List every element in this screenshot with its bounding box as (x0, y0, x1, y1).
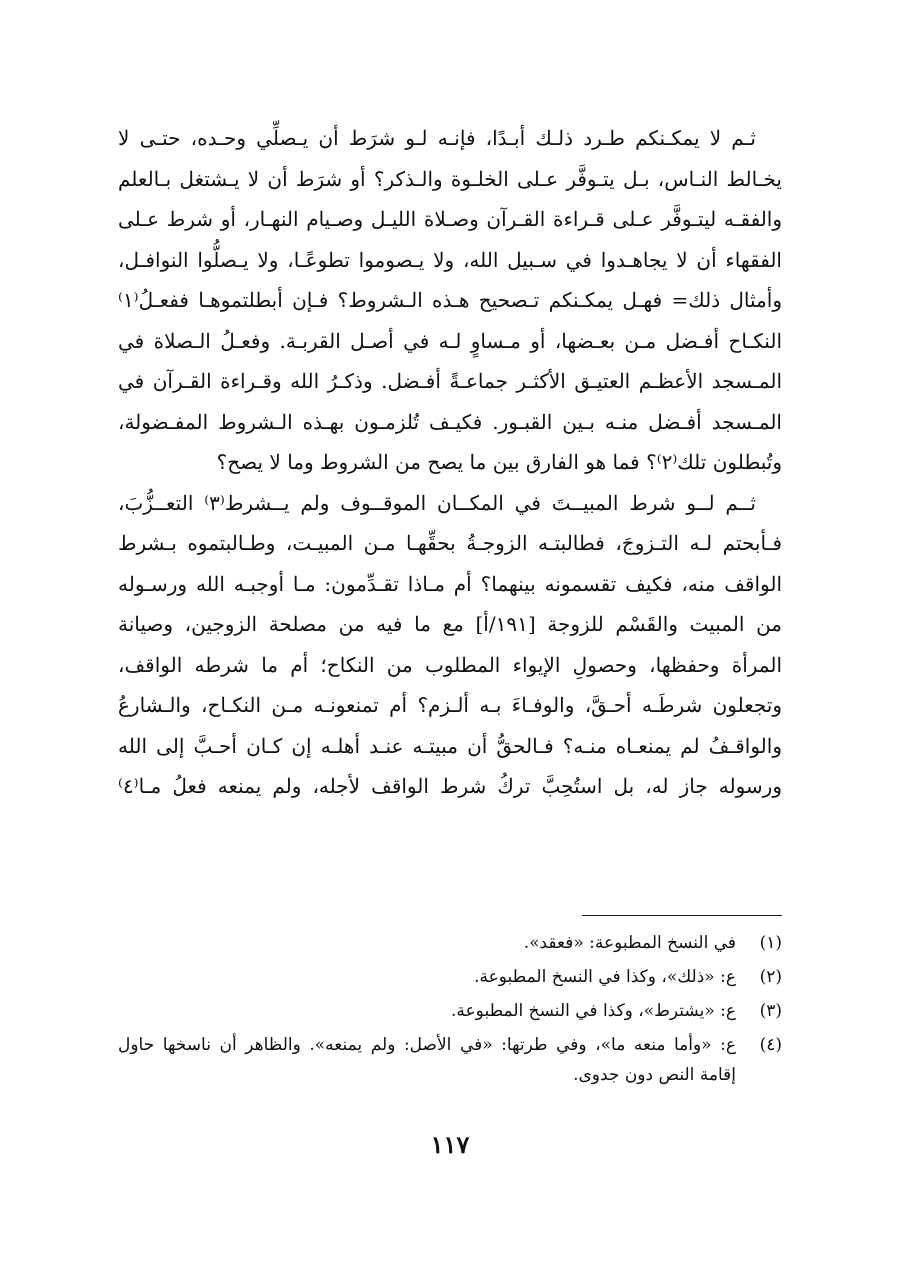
footnote-number: (١) (759, 933, 782, 953)
main-text (118, 118, 782, 807)
text-line: الواقف منه، فكيف تقسمونه بينهما؟ أم مـاذا تقـدِّمون: مـا أوجبـه الله ورسـوله (118, 571, 782, 596)
page-number: ١١٧ (430, 1130, 470, 1159)
footnote-text (118, 996, 736, 1026)
text-line: والواقـفُ لم يمنعـاه منـه؟ فـالحقُّ أن مبيتـه عنـد أهلـه إن كـان أحـبَّ إلى الله (118, 733, 782, 758)
footnote (118, 996, 782, 1026)
text-line: والفقـه ليتـوفَّر عـلى قـراءة القـرآن وصـلاة الليـل وصـيام النهـار، أو شرط عـلى (118, 207, 783, 231)
text-line: النكـاح أفـضل مـن بعـضها، أو مـساوٍ لـه في أصـل القربـة. وفعـلُ الـصلاة في (118, 328, 782, 353)
footnote-number: (٣) (759, 1001, 782, 1021)
text-line: المـسجد أفـضل منـه بـين القبـور. فكيـف تُلزمـون بهـذه الـشروط المفـضولة، (118, 409, 782, 434)
footnote-line: في النسخ المطبوعة: «فعقد». (523, 933, 736, 953)
footnotes (118, 928, 782, 1094)
footnote-line: إقامة النص دون جدوى. (573, 1065, 736, 1085)
footnote-line: ع: «ذلك»، وكذا في النسخ المطبوعة. (474, 967, 736, 987)
footnote (118, 962, 782, 992)
footnote-text (118, 962, 736, 992)
footnote (118, 928, 782, 958)
footnote-separator (582, 915, 782, 916)
text-line: ورسوله جاز له، بل استُحِبَّ تركُ شرط الواقف لأجله، ولم يمنعه فعلُ مـا⁽٤⁾ (118, 774, 782, 798)
text-line: ثـم لا يمكـنكم طـرد ذلـك أبـدًا، فإنـه لـو شرَط أن يـصلِّي وحـده، حتـى لا (118, 126, 756, 150)
text-line: ثــم لــو شرط المبيــتَ في المكــان الموقــوف ولم يــشرط⁽٣⁾ التعــزُّبَ، (118, 490, 757, 515)
footnote-text (118, 928, 736, 958)
footnote-number: (٢) (759, 967, 782, 987)
text-line: وتجعلون شرطَـه أحـقَّ، والوفـاءَ بـه ألـزم؟ أم تمنعونـه مـن النكـاح، والـشارعُ (118, 693, 782, 717)
text-line: من المبيت والقَسْم للزوجة [١٩١/أ] مع ما فيه من مصلحة الزوجين، وصيانة (118, 612, 783, 636)
footnote (118, 1030, 782, 1090)
text-line: وأمثال ذلك= فهـل يمكـنكم تـصحيح هـذه الـشروط؟ فـإن أبطلتموهـا ففعـلُ⁽١⁾ (118, 288, 782, 312)
text-line: الفقهاء أن لا يجاهـدوا في سـبيل الله، ولا يـصوموا تطوعًـا، ولا يـصلُّوا النوافـل، (118, 247, 782, 272)
text-line: وتُبطلون تلك⁽٢⁾؟ فما هو الفارق بين ما يصح من الشروط وما لا يصح؟ (216, 450, 782, 474)
text-line: المرأة وحفظها، وحصولِ الإيواء المطلوب من النكاح؛ أم ما شرطه الواقف، (118, 652, 782, 677)
footnote-line: ع: «يشترط»، وكذا في النسخ المطبوعة. (451, 1001, 736, 1021)
footnote-number: (٤) (759, 1035, 782, 1055)
footnote-text (118, 1030, 736, 1090)
footnote-line: ع: «وأما منعه ما»، وفي طرتها: «في الأصل: ولم يمنعه». والظاهر أن ناسخها حاول (118, 1035, 736, 1055)
text-line: يخـالط النـاس، بـل يتـوفَّر عـلى الخلـوة والـذكر؟ أو شرَط أن لا يـشتغل بـالعلم (118, 166, 782, 191)
text-line: المـسجد الأعظـم العتيـق الأكثـر جماعـةً أفـضل. وذكـرُ الله وقـراءة القـرآن في (118, 369, 782, 393)
text-line: فـأبحتم لـه التـزوجَ، فطالبتـه الزوجـةُ بحقِّهـا مـن المبيـت، وطـالبتموه بـشرط (118, 531, 782, 555)
